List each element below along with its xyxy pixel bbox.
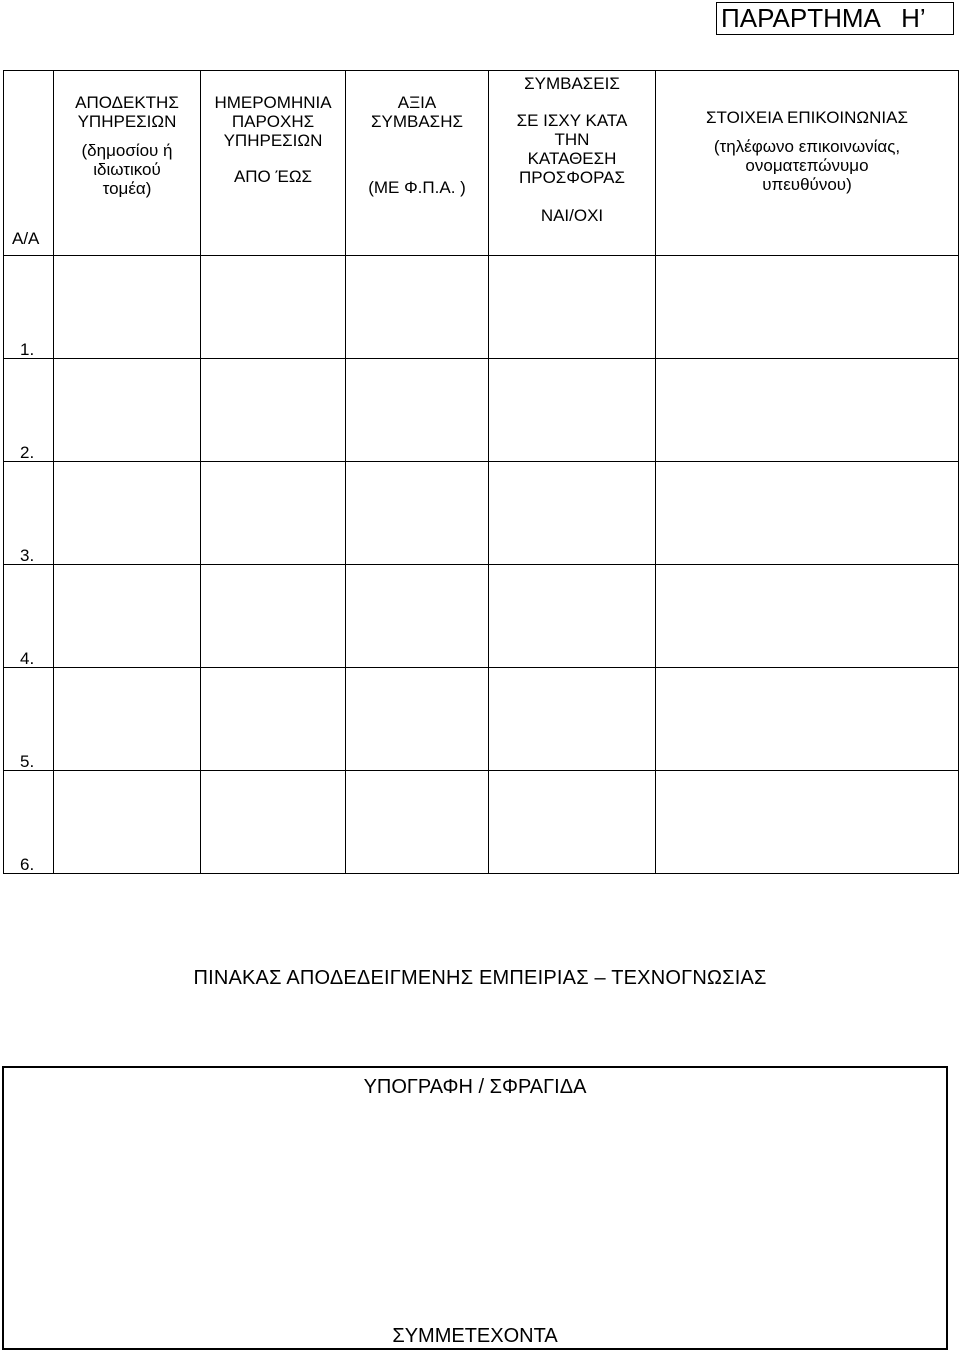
table-cell: [54, 565, 201, 668]
table-cell: [54, 256, 201, 359]
row-number: 4.: [20, 649, 35, 668]
table-cell: [489, 359, 656, 462]
table-cell: [201, 256, 346, 359]
table-row: [4, 771, 959, 874]
table-cell: [346, 256, 489, 359]
table-cell: [201, 565, 346, 668]
table-cell: [346, 668, 489, 771]
table-cell: [489, 462, 656, 565]
signature-participant: ΣΥΜΜΕΤΕΧΟΝΤΑ: [392, 1325, 558, 1347]
table-cell: [201, 462, 346, 565]
table-row: [4, 668, 959, 771]
table-cell: [489, 256, 656, 359]
table-row: [4, 565, 959, 668]
table-cell: [54, 462, 201, 565]
header-value: ΑΞΙΑ ΣΥΜΒΑΣΗΣ (ΜΕ Φ.Π.Α. ): [346, 71, 489, 256]
table-header-row: [4, 71, 959, 256]
table-cell: [346, 462, 489, 565]
table-row: [4, 256, 959, 359]
header-contact: ΣΤΟΙΧΕΙΑ ΕΠΙΚΟΙΝΩΝΙΑΣ (τηλέφωνο επικοινωνίας, ονοματεπώνυμο υπευθύνου): [656, 71, 959, 256]
row-number: 5.: [20, 752, 35, 771]
table-cell: [201, 359, 346, 462]
header-aa: Α/Α: [4, 71, 54, 256]
table-cell: [201, 668, 346, 771]
table-cell: [656, 359, 959, 462]
table-cell: [656, 668, 959, 771]
table-cell: [489, 771, 656, 874]
table-cell: [346, 771, 489, 874]
row-number: 1.: [20, 340, 35, 359]
table-row: [4, 359, 959, 462]
table-cell: [656, 771, 959, 874]
table-cell: [656, 565, 959, 668]
signature-box: [2, 1066, 948, 1350]
experience-table: [3, 70, 959, 874]
row-number: 6.: [20, 855, 35, 874]
table-cell: [346, 359, 489, 462]
table-row: [4, 462, 959, 565]
table-cell: [54, 668, 201, 771]
table-title: ΠΙΝΑΚΑΣ ΑΠΟΔΕΔΕΙΓΜΕΝΗΣ ΕΜΠΕΙΡΙΑΣ – ΤΕΧΝΟΓΝΩΣΙΑΣ: [193, 967, 767, 989]
annex-label: ΠΑΡΑΡΤΗΜΑ Η’: [716, 2, 954, 35]
table-cell: [346, 565, 489, 668]
header-date: ΗΜΕΡΟΜΗΝΙΑ ΠΑΡΟΧΗΣ ΥΠΗΡΕΣΙΩΝ ΑΠΟ ΈΩΣ: [201, 71, 346, 256]
row-number: 3.: [20, 546, 35, 565]
table-cell: [54, 359, 201, 462]
header-contracts: ΣΥΜΒΑΣΕΙΣ ΣΕ ΙΣΧΥ ΚΑΤΑ ΤΗΝ ΚΑΤΑΘΕΣΗ ΠΡΟΣΦΟΡΑΣ ΝΑΙ/ΟΧΙ: [489, 71, 656, 256]
table-cell: [54, 771, 201, 874]
table-cell: [656, 256, 959, 359]
table-cell: [656, 462, 959, 565]
table-cell: [201, 771, 346, 874]
table-cell: [489, 565, 656, 668]
header-recipient: ΑΠΟΔΕΚΤΗΣ ΥΠΗΡΕΣΙΩΝ (δημοσίου ή ιδιωτικού τομέα): [54, 71, 201, 256]
table-cell: [489, 668, 656, 771]
row-number: 2.: [20, 443, 35, 462]
signature-label: ΥΠΟΓΡΑΦΗ / ΣΦΡΑΓΙΔΑ: [363, 1076, 587, 1098]
